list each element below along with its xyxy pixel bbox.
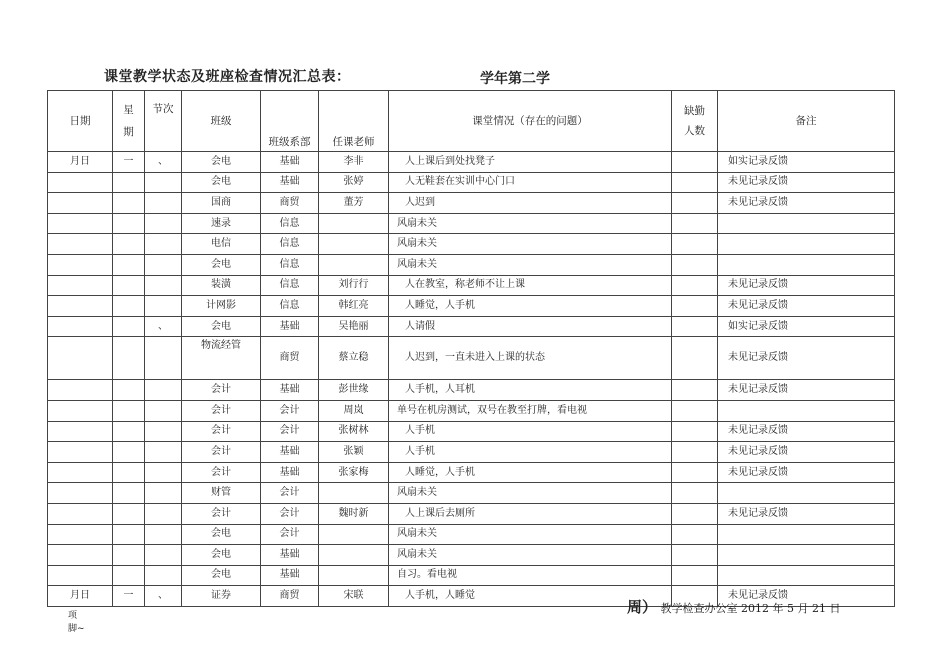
cell-period bbox=[145, 565, 182, 586]
table-row bbox=[48, 483, 895, 504]
office-date: 教学检查办公室 2012 年 5 月 21 日 bbox=[660, 602, 841, 615]
cell-teacher: 宋联 bbox=[319, 586, 389, 607]
header-date: 日期 bbox=[48, 91, 113, 152]
cell-week: 一 bbox=[113, 586, 145, 607]
cell-week bbox=[113, 421, 145, 442]
cell-remark: 未见记录反馈 bbox=[718, 380, 895, 401]
cell-date: 月日 bbox=[48, 586, 113, 607]
cell-department: 基础 bbox=[261, 316, 319, 337]
table-row bbox=[48, 400, 895, 421]
table-row bbox=[48, 380, 895, 401]
cell-situation: 风扇未关 bbox=[389, 254, 672, 275]
footnote-line-2: 脚~ bbox=[68, 624, 85, 634]
cell-period bbox=[145, 545, 182, 566]
header-period: 节次 bbox=[145, 91, 182, 152]
cell-department: 商贸 bbox=[261, 337, 319, 380]
cell-teacher: 吴艳丽 bbox=[319, 316, 389, 337]
table-row bbox=[48, 503, 895, 524]
cell-department: 会计 bbox=[261, 503, 319, 524]
cell-teacher bbox=[319, 524, 389, 545]
cell-week bbox=[113, 545, 145, 566]
cell-absent bbox=[672, 254, 718, 275]
cell-week bbox=[113, 565, 145, 586]
office-signature bbox=[627, 596, 840, 617]
table-row bbox=[48, 152, 895, 173]
cell-class: 会计 bbox=[182, 380, 261, 401]
cell-remark bbox=[718, 213, 895, 234]
table-header-row bbox=[48, 91, 895, 152]
cell-absent bbox=[672, 275, 718, 296]
cell-department: 基础 bbox=[261, 462, 319, 483]
week-mark: 周） bbox=[627, 598, 658, 616]
cell-situation: 人请假 bbox=[389, 316, 672, 337]
cell-class: 会计 bbox=[182, 442, 261, 463]
cell-class: 会计 bbox=[182, 421, 261, 442]
cell-absent bbox=[672, 152, 718, 173]
cell-absent bbox=[672, 296, 718, 317]
cell-week bbox=[113, 442, 145, 463]
cell-remark bbox=[718, 400, 895, 421]
cell-date bbox=[48, 316, 113, 337]
cell-teacher bbox=[319, 254, 389, 275]
cell-department: 会计 bbox=[261, 400, 319, 421]
cell-remark bbox=[718, 254, 895, 275]
cell-department: 基础 bbox=[261, 172, 319, 193]
table-row bbox=[48, 545, 895, 566]
cell-date bbox=[48, 483, 113, 504]
table-row bbox=[48, 296, 895, 317]
cell-period bbox=[145, 296, 182, 317]
cell-absent bbox=[672, 483, 718, 504]
cell-situation: 人迟到，一直未进入上课的状态 bbox=[389, 337, 672, 380]
cell-situation: 风扇未关 bbox=[389, 483, 672, 504]
cell-absent bbox=[672, 380, 718, 401]
cell-department: 信息 bbox=[261, 275, 319, 296]
cell-week bbox=[113, 400, 145, 421]
header-week bbox=[113, 91, 145, 152]
cell-class: 物流经管 bbox=[182, 337, 261, 380]
cell-remark: 未见记录反馈 bbox=[718, 172, 895, 193]
cell-situation: 人睡觉，人手机 bbox=[389, 462, 672, 483]
cell-department: 商贸 bbox=[261, 586, 319, 607]
cell-remark bbox=[718, 545, 895, 566]
cell-absent bbox=[672, 524, 718, 545]
cell-department: 信息 bbox=[261, 234, 319, 255]
cell-absent bbox=[672, 565, 718, 586]
cell-week bbox=[113, 462, 145, 483]
cell-teacher: 张家梅 bbox=[319, 462, 389, 483]
cell-date bbox=[48, 400, 113, 421]
table-row bbox=[48, 213, 895, 234]
cell-date bbox=[48, 565, 113, 586]
cell-date bbox=[48, 193, 113, 214]
cell-date bbox=[48, 462, 113, 483]
cell-date bbox=[48, 442, 113, 463]
header-week-bottom: 期 bbox=[123, 126, 134, 138]
cell-class: 会电 bbox=[182, 545, 261, 566]
cell-absent bbox=[672, 421, 718, 442]
cell-department: 信息 bbox=[261, 213, 319, 234]
cell-date bbox=[48, 254, 113, 275]
cell-department: 基础 bbox=[261, 442, 319, 463]
cell-department: 基础 bbox=[261, 380, 319, 401]
cell-teacher: 李非 bbox=[319, 152, 389, 173]
cell-class: 财管 bbox=[182, 483, 261, 504]
cell-situation: 人上课后去厕所 bbox=[389, 503, 672, 524]
cell-situation: 人迟到 bbox=[389, 193, 672, 214]
cell-situation: 风扇未关 bbox=[389, 213, 672, 234]
header-remark: 备注 bbox=[718, 91, 895, 152]
cell-remark: 未见记录反馈 bbox=[718, 337, 895, 380]
cell-class: 会电 bbox=[182, 565, 261, 586]
cell-period bbox=[145, 421, 182, 442]
cell-department: 基础 bbox=[261, 152, 319, 173]
document-title: 课堂教学状态及班座检查情况汇总表： bbox=[104, 69, 351, 85]
cell-date bbox=[48, 545, 113, 566]
cell-period bbox=[145, 462, 182, 483]
cell-absent bbox=[672, 213, 718, 234]
cell-absent bbox=[672, 503, 718, 524]
cell-remark: 如实记录反馈 bbox=[718, 316, 895, 337]
cell-week bbox=[113, 296, 145, 317]
cell-absent bbox=[672, 545, 718, 566]
cell-date bbox=[48, 524, 113, 545]
cell-teacher: 张颖 bbox=[319, 442, 389, 463]
cell-teacher: 张婷 bbox=[319, 172, 389, 193]
cell-class: 国商 bbox=[182, 193, 261, 214]
cell-situation: 风扇未关 bbox=[389, 234, 672, 255]
cell-date bbox=[48, 380, 113, 401]
cell-class: 会计 bbox=[182, 400, 261, 421]
cell-remark: 未见记录反馈 bbox=[718, 586, 895, 607]
cell-period bbox=[145, 213, 182, 234]
cell-absent bbox=[672, 337, 718, 380]
table-row bbox=[48, 337, 895, 380]
cell-date bbox=[48, 275, 113, 296]
cell-teacher bbox=[319, 213, 389, 234]
cell-date bbox=[48, 337, 113, 380]
cell-week bbox=[113, 316, 145, 337]
cell-date bbox=[48, 421, 113, 442]
cell-period: 、 bbox=[145, 586, 182, 607]
table-row bbox=[48, 462, 895, 483]
cell-week bbox=[113, 275, 145, 296]
cell-teacher bbox=[319, 565, 389, 586]
cell-department: 会计 bbox=[261, 524, 319, 545]
cell-period bbox=[145, 380, 182, 401]
cell-situation: 人手机，人耳机 bbox=[389, 380, 672, 401]
table-row bbox=[48, 172, 895, 193]
cell-date bbox=[48, 296, 113, 317]
cell-week bbox=[113, 213, 145, 234]
cell-department: 商贸 bbox=[261, 193, 319, 214]
cell-week bbox=[113, 254, 145, 275]
cell-absent bbox=[672, 400, 718, 421]
cell-absent bbox=[672, 193, 718, 214]
header-department: 班级系部 bbox=[261, 91, 319, 152]
cell-situation: 人手机，人睡觉 bbox=[389, 586, 672, 607]
cell-class: 速录 bbox=[182, 213, 261, 234]
cell-period bbox=[145, 193, 182, 214]
cell-teacher: 蔡立稳 bbox=[319, 337, 389, 380]
header-situation: 课堂情况（存在的问题） bbox=[389, 91, 672, 152]
cell-period bbox=[145, 254, 182, 275]
cell-class: 会电 bbox=[182, 172, 261, 193]
table-row bbox=[48, 234, 895, 255]
table-row bbox=[48, 316, 895, 337]
cell-remark: 未见记录反馈 bbox=[718, 503, 895, 524]
cell-period bbox=[145, 172, 182, 193]
cell-class: 会电 bbox=[182, 254, 261, 275]
cell-teacher bbox=[319, 545, 389, 566]
cell-date bbox=[48, 172, 113, 193]
cell-remark bbox=[718, 234, 895, 255]
cell-remark: 未见记录反馈 bbox=[718, 462, 895, 483]
cell-teacher: 韩红亮 bbox=[319, 296, 389, 317]
cell-week bbox=[113, 483, 145, 504]
cell-department: 会计 bbox=[261, 483, 319, 504]
cell-department: 基础 bbox=[261, 545, 319, 566]
cell-week bbox=[113, 193, 145, 214]
cell-week bbox=[113, 380, 145, 401]
table-row bbox=[48, 421, 895, 442]
cell-situation: 人在教室，称老师不让上课 bbox=[389, 275, 672, 296]
cell-period bbox=[145, 503, 182, 524]
cell-teacher bbox=[319, 483, 389, 504]
table-row bbox=[48, 193, 895, 214]
cell-teacher bbox=[319, 234, 389, 255]
cell-situation: 人睡觉，人手机 bbox=[389, 296, 672, 317]
cell-teacher: 刘行行 bbox=[319, 275, 389, 296]
cell-teacher: 周岚 bbox=[319, 400, 389, 421]
cell-class: 证券 bbox=[182, 586, 261, 607]
cell-class: 会电 bbox=[182, 316, 261, 337]
cell-class: 电信 bbox=[182, 234, 261, 255]
cell-absent bbox=[672, 462, 718, 483]
cell-remark bbox=[718, 565, 895, 586]
cell-situation: 人无鞋套在实训中心门口 bbox=[389, 172, 672, 193]
cell-period bbox=[145, 400, 182, 421]
table-row bbox=[48, 442, 895, 463]
header-absent-bottom: 人数 bbox=[684, 125, 705, 137]
cell-period bbox=[145, 337, 182, 380]
document-subtitle: 学年第二学 bbox=[480, 71, 550, 87]
cell-class: 会电 bbox=[182, 152, 261, 173]
cell-date: 月日 bbox=[48, 152, 113, 173]
cell-department: 会计 bbox=[261, 421, 319, 442]
cell-date bbox=[48, 503, 113, 524]
table-row bbox=[48, 275, 895, 296]
cell-class: 会电 bbox=[182, 524, 261, 545]
cell-remark: 未见记录反馈 bbox=[718, 442, 895, 463]
cell-period bbox=[145, 442, 182, 463]
cell-week bbox=[113, 503, 145, 524]
cell-date bbox=[48, 234, 113, 255]
table-row bbox=[48, 524, 895, 545]
cell-remark: 未见记录反馈 bbox=[718, 193, 895, 214]
cell-class: 装潢 bbox=[182, 275, 261, 296]
footnote-line-1: 项 bbox=[68, 611, 78, 621]
cell-situation: 人手机 bbox=[389, 442, 672, 463]
cell-period bbox=[145, 275, 182, 296]
cell-teacher: 魏时新 bbox=[319, 503, 389, 524]
cell-week bbox=[113, 172, 145, 193]
cell-class: 会计 bbox=[182, 503, 261, 524]
header-week-top: 星 bbox=[123, 104, 134, 116]
cell-absent bbox=[672, 172, 718, 193]
cell-remark: 未见记录反馈 bbox=[718, 421, 895, 442]
cell-situation: 风扇未关 bbox=[389, 545, 672, 566]
cell-week bbox=[113, 234, 145, 255]
header-class: 班级 bbox=[182, 91, 261, 152]
cell-date bbox=[48, 213, 113, 234]
page-footnote bbox=[68, 610, 85, 636]
cell-remark: 如实记录反馈 bbox=[718, 152, 895, 173]
cell-situation: 自习。看电视 bbox=[389, 565, 672, 586]
cell-class: 会计 bbox=[182, 462, 261, 483]
cell-department: 信息 bbox=[261, 254, 319, 275]
inspection-table bbox=[47, 90, 895, 607]
cell-remark bbox=[718, 524, 895, 545]
cell-remark: 未见记录反馈 bbox=[718, 275, 895, 296]
cell-teacher: 彭世缘 bbox=[319, 380, 389, 401]
cell-teacher: 张树林 bbox=[319, 421, 389, 442]
cell-week: 一 bbox=[113, 152, 145, 173]
cell-period: 、 bbox=[145, 152, 182, 173]
cell-absent bbox=[672, 234, 718, 255]
cell-period bbox=[145, 483, 182, 504]
header-absent-top: 缺勤 bbox=[684, 105, 705, 117]
cell-period: 、 bbox=[145, 316, 182, 337]
cell-department: 信息 bbox=[261, 296, 319, 317]
cell-week bbox=[113, 524, 145, 545]
cell-remark: 未见记录反馈 bbox=[718, 296, 895, 317]
cell-absent bbox=[672, 316, 718, 337]
table-row bbox=[48, 565, 895, 586]
cell-situation: 人上课后到处找凳子 bbox=[389, 152, 672, 173]
cell-teacher: 董芳 bbox=[319, 193, 389, 214]
cell-class: 计网影 bbox=[182, 296, 261, 317]
cell-period bbox=[145, 524, 182, 545]
header-absent bbox=[672, 91, 718, 152]
table-row bbox=[48, 254, 895, 275]
cell-absent bbox=[672, 442, 718, 463]
cell-situation: 人手机 bbox=[389, 421, 672, 442]
cell-situation: 单号在机房测试，双号在教至打牌，看电视 bbox=[389, 400, 672, 421]
cell-remark bbox=[718, 483, 895, 504]
cell-department: 基础 bbox=[261, 565, 319, 586]
header-teacher: 任课老师 bbox=[319, 91, 389, 152]
cell-situation: 风扇未关 bbox=[389, 524, 672, 545]
cell-week bbox=[113, 337, 145, 380]
cell-period bbox=[145, 234, 182, 255]
